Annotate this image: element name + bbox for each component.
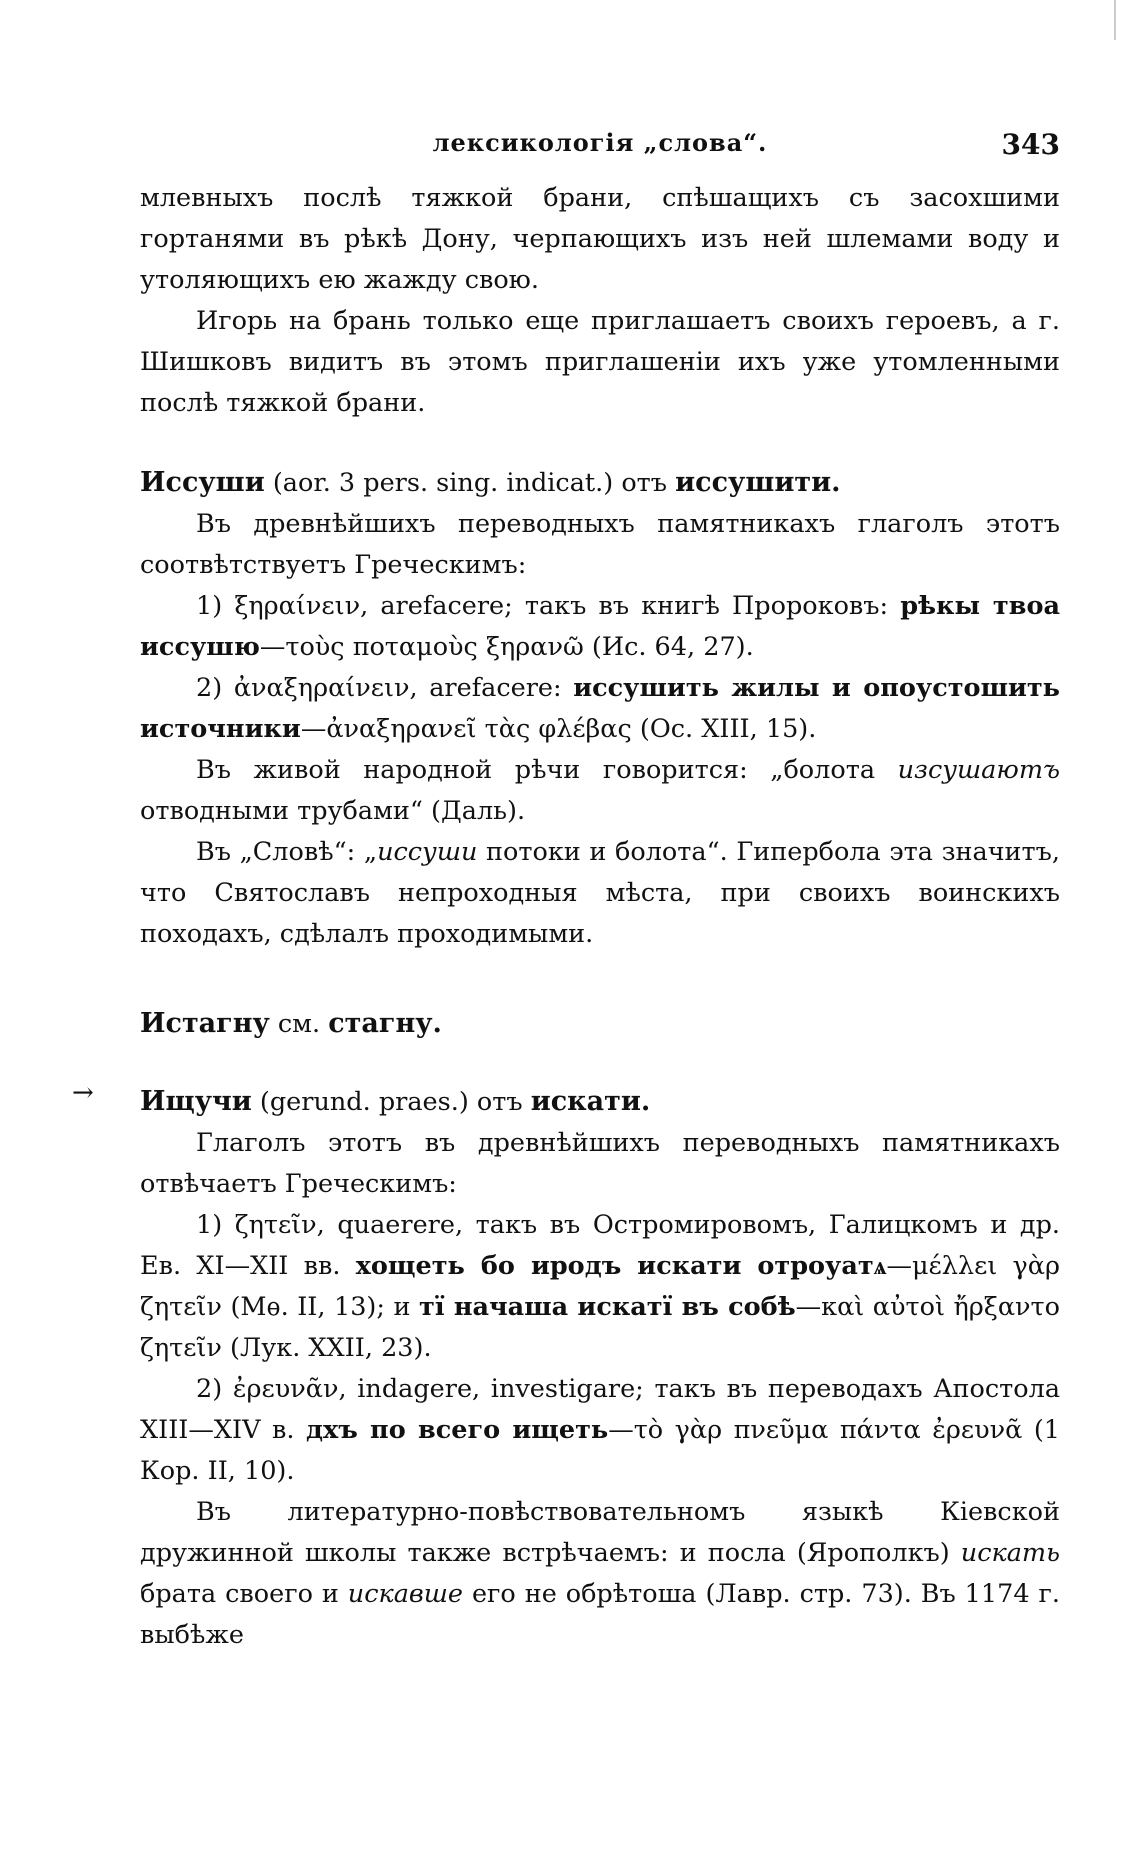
greek-gloss: ἀναξηραίνειν, arefacere: [233,673,562,703]
greek-gloss: ἐρευνᾶν, indagere, investigare; [232,1374,644,1404]
entry-ishchuchi-sense-2 [140,1369,1060,1492]
margin-mark: → [72,1078,94,1108]
church-slavonic-quote: тї начаша искатї въ собѣ [419,1292,796,1322]
italic-word: искать [960,1538,1060,1568]
root-word: искати. [530,1086,651,1117]
paragraph-continuation: млевныхъ послѣ тяжкой брани, спѣшащихъ съ засохшими гортанями въ рѣкѣ Дону, черпающихъ изъ ней шлемами воду и утоляющихъ ею жажду свою. [140,183,1060,295]
gramm-note: (aor. 3 pers. sing. indicat.) [272,468,614,498]
church-slavonic-quote: иссушить жилы и опоустошить источники [140,673,1060,744]
text-run: его не обрѣтоша (Лавр. стр. 73). Въ 1174 г. выбѣже [140,1579,1060,1650]
page-body [140,178,1060,1656]
headword-istagnu: Истагну [140,1008,270,1039]
entry-issushi-slovo [140,832,1060,955]
sense-number: 1) [196,591,223,621]
entry-issushi-living-speech [140,750,1060,832]
reference-word: стагну. [328,1008,442,1039]
headword-ishchuchi: Ищучи [140,1086,252,1117]
text-run: Въ живой народной рѣчи говорится: „болота [196,755,876,785]
headword-issushi: Иссуши [140,467,265,498]
entry-issushi-intro: Въ древнѣйшихъ переводныхъ памятникахъ глаголъ этотъ соотвѣтствуетъ Греческимъ: [140,509,1060,580]
sense-number: 1) [196,1210,223,1240]
entry-issushi-heading [140,462,1060,504]
source-text: такъ въ книгѣ Пророковъ: [524,591,889,621]
entry-ishchuchi-intro: Глаголъ этотъ въ древнѣйшихъ переводныхъ памятникахъ отвѣчаетъ Греческимъ: [140,1128,1060,1199]
entry-istagnu-heading [140,1003,1060,1045]
source-text: такъ въ переводахъ Апостола XIII—XIV в. [140,1374,1061,1445]
entry-issushi-sense-1 [140,586,1060,668]
greek-gloss: ξηραίνειν, arefacere; [234,591,513,621]
entry-issushi-sense-2 [140,668,1060,750]
source-text: такъ въ Остромировомъ, Галицкомъ и др. Ев. XI—XII вв. [140,1210,1061,1281]
church-slavonic-quote: хощеть бо иродъ искати отроуатѧ [355,1251,887,1281]
sense-number: 2) [196,1374,223,1404]
running-title: лексикологія „слова“. [432,128,768,157]
text-run: отводными трубами“ (Даль). [140,796,526,826]
root-word: иссушити. [675,467,841,498]
text-run: потоки и болота“. Гипербола эта значитъ, что Святославъ непроходныя мѣста, при своихъ воинскихъ походахъ, сдѣлалъ проходимыми. [140,837,1060,949]
text-run: Въ „Словѣ“: „ [196,837,378,867]
church-slavonic-quote: рѣкы твоа иссушю [140,591,1060,662]
ot-word: отъ [621,468,668,498]
gramm-note: (gerund. praes.) [259,1087,469,1117]
greek-quote: —ἀναξηρανεῖ τὰς φλέβας (Ос. XIII, 15). [300,714,817,744]
entry-ishchuchi-sense-1 [140,1205,1060,1369]
page-header [140,128,1060,168]
italic-word: изсушаютъ [897,755,1060,785]
text-run: брата своего и [140,1579,339,1609]
paragraph-igor: Игорь на брань только еще приглашаетъ своихъ героевъ, а г. Шишковъ видитъ въ этомъ приглашеніи ихъ уже утомленными послѣ тяжкой брани. [140,306,1060,418]
see-word: см. [277,1009,321,1039]
greek-quote: —καὶ αὐτοὶ ἤρξαντο ζητεῖν (Лук. XXII, 23). [140,1292,1061,1363]
greek-quote: —τοὺς ποταμοὺς ξηρανῶ (Ис. 64, 27). [259,632,754,662]
italic-word: искавше [347,1579,464,1609]
page-number: 343 [1001,128,1060,161]
scan-edge-line [1114,0,1116,40]
church-slavonic-quote: дхъ по всего ищеть [306,1415,609,1445]
ot-word: отъ [476,1087,523,1117]
greek-gloss: ζητεῖν, quaerere, [234,1210,464,1240]
text-run: Въ литературно-повѣствовательномъ языкѣ Кіевской дружинной школы также встрѣчаемъ: и посла (Ярополкъ) [140,1497,1060,1568]
italic-word: иссуши [377,837,478,867]
greek-quote: —μέλλει γὰρ ζητεῖν (Мѳ. II, 13); и [140,1251,1060,1322]
entry-ishchuchi-heading [140,1081,1060,1123]
entry-ishchuchi-kiev [140,1492,1060,1656]
greek-quote: —τὸ γὰρ πνεῦμα πάντα ἐρευνᾶ (1 Кор. II, 10). [140,1415,1060,1486]
sense-number: 2) [196,673,223,703]
